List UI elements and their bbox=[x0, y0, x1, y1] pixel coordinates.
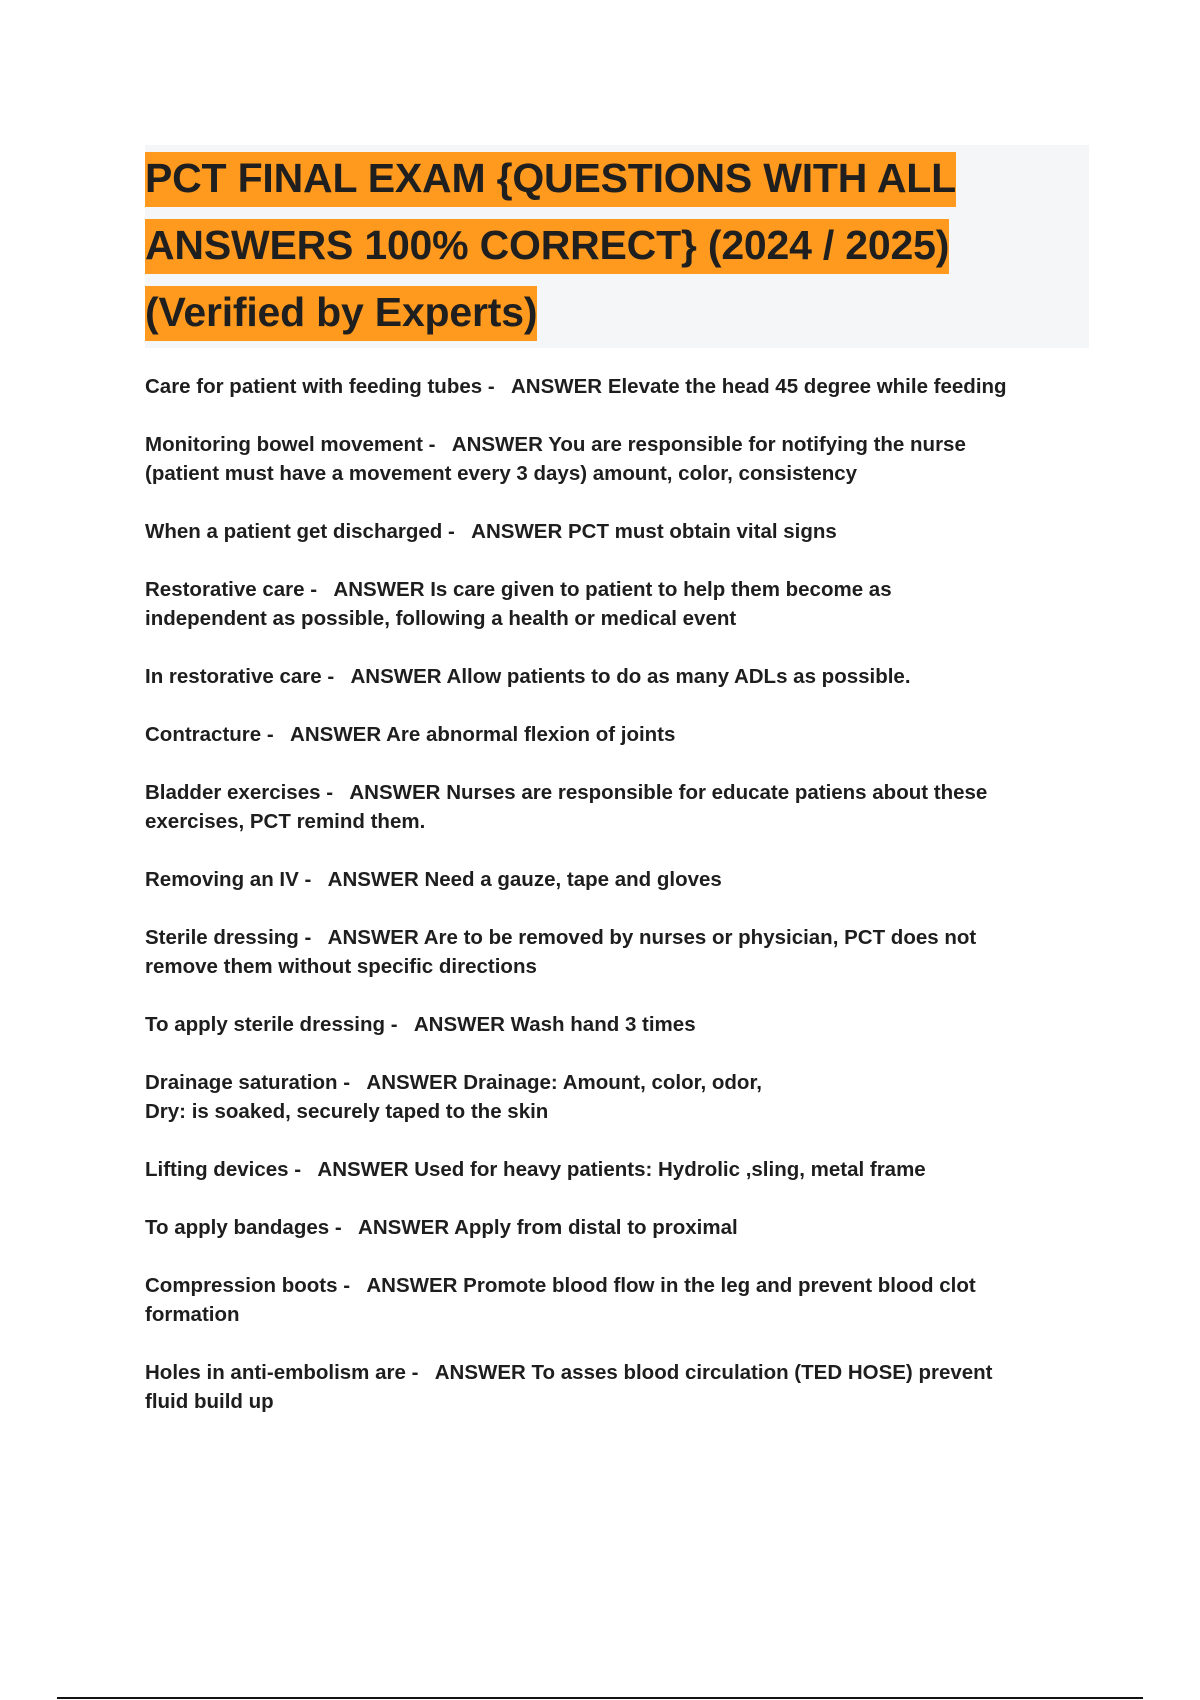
answer-label: ANSWER bbox=[327, 868, 419, 891]
qa-item bbox=[145, 662, 1095, 691]
question-text: Drainage saturation bbox=[145, 1071, 338, 1094]
question-text: Care for patient with feeding tubes bbox=[145, 375, 483, 398]
separator: - bbox=[321, 665, 351, 688]
answer-label: ANSWER bbox=[317, 1158, 409, 1181]
answer-text: To asses blood circulation (TED HOSE) prevent fluid build up bbox=[145, 1361, 993, 1413]
qa-item bbox=[145, 430, 1095, 488]
answer-label: ANSWER bbox=[327, 926, 419, 949]
answer-label: ANSWER bbox=[350, 665, 442, 688]
answer-label: ANSWER bbox=[451, 433, 543, 456]
answer-label: ANSWER bbox=[471, 520, 563, 543]
answer-text: Are abnormal flexion of joints bbox=[386, 723, 676, 746]
answer-text: Is care given to patient to help them become as independent as possible, following a health or medical event bbox=[145, 578, 892, 630]
separator: - bbox=[337, 1274, 367, 1297]
qa-item bbox=[145, 720, 1095, 749]
answer-text: Promote blood flow in the leg and prevent blood clot formation bbox=[145, 1274, 976, 1326]
answer-text: Apply from distal to proximal bbox=[454, 1216, 738, 1239]
answer-text: Are to be removed by nurses or physician, PCT does not remove them without specific directions bbox=[145, 926, 977, 978]
bottom-divider bbox=[57, 1697, 1143, 1699]
separator: - bbox=[337, 1071, 367, 1094]
question-text: Sterile dressing bbox=[145, 926, 299, 949]
answer-label: ANSWER bbox=[366, 1274, 458, 1297]
answer-text: You are responsible for notifying the nurse (patient must have a movement every 3 days) amount, color, consistency bbox=[145, 433, 966, 485]
separator: - bbox=[298, 926, 328, 949]
question-text: When a patient get discharged bbox=[145, 520, 443, 543]
answer-label: ANSWER bbox=[358, 1216, 450, 1239]
title-highlight: PCT FINAL EXAM {QUESTIONS WITH ALL ANSWERS 100% CORRECT} (2024 / 2025) (Verified by Experts) bbox=[145, 152, 956, 341]
answer-text: Used for heavy patients: Hydrolic ,sling, metal frame bbox=[414, 1158, 926, 1181]
qa-item bbox=[145, 1155, 1095, 1184]
separator: - bbox=[482, 375, 511, 398]
separator: - bbox=[288, 1158, 318, 1181]
question-text: Removing an IV bbox=[145, 868, 299, 891]
separator: - bbox=[261, 723, 291, 746]
answer-text: Allow patients to do as many ADLs as possible. bbox=[446, 665, 911, 688]
separator: - bbox=[442, 520, 472, 543]
question-text: Holes in anti-embolism are bbox=[145, 1361, 406, 1384]
separator: - bbox=[320, 781, 350, 804]
answer-label: ANSWER bbox=[290, 723, 382, 746]
qa-item bbox=[145, 1213, 1095, 1242]
question-text: In restorative care bbox=[145, 665, 322, 688]
answer-text: PCT must obtain vital signs bbox=[567, 520, 837, 543]
separator: - bbox=[405, 1361, 435, 1384]
title-block bbox=[145, 145, 1089, 348]
answer-text: Nurses are responsible for educate patiens about these exercises, PCT remind them. bbox=[145, 781, 988, 833]
answer-label: ANSWER bbox=[366, 1071, 458, 1094]
answer-label: ANSWER bbox=[413, 1013, 505, 1036]
question-text: Contracture bbox=[145, 723, 262, 746]
question-text: Lifting devices bbox=[145, 1158, 289, 1181]
question-text: To apply bandages bbox=[145, 1216, 330, 1239]
question-text: Restorative care bbox=[145, 578, 305, 601]
qa-item bbox=[145, 1010, 1095, 1039]
qa-item bbox=[145, 865, 1095, 894]
answer-label: ANSWER bbox=[349, 781, 441, 804]
answer-text: Elevate the head 45 degree while feeding bbox=[607, 375, 1007, 398]
qa-item bbox=[145, 1358, 1095, 1416]
answer-text: Wash hand 3 times bbox=[510, 1013, 696, 1036]
qa-item bbox=[145, 1068, 1095, 1126]
qa-item bbox=[145, 372, 1095, 401]
qa-item bbox=[145, 575, 1095, 633]
question-text: Compression boots bbox=[145, 1274, 338, 1297]
page-title bbox=[145, 145, 1089, 346]
qa-list bbox=[145, 372, 1095, 1445]
answer-text: Drainage: Amount, color, odor, Dry: is soaked, securely taped to the skin bbox=[145, 1071, 762, 1123]
answer-label: ANSWER bbox=[434, 1361, 526, 1384]
question-text: Bladder exercises bbox=[145, 781, 321, 804]
separator: - bbox=[298, 868, 328, 891]
qa-item bbox=[145, 778, 1095, 836]
qa-item bbox=[145, 1271, 1095, 1329]
qa-item bbox=[145, 517, 1095, 546]
separator: - bbox=[329, 1216, 359, 1239]
question-text: To apply sterile dressing bbox=[145, 1013, 385, 1036]
answer-label: ANSWER bbox=[333, 578, 425, 601]
answer-text: Need a gauze, tape and gloves bbox=[424, 868, 722, 891]
separator: - bbox=[422, 433, 452, 456]
qa-item bbox=[145, 923, 1095, 981]
question-text: Monitoring bowel movement bbox=[145, 433, 423, 456]
separator: - bbox=[304, 578, 334, 601]
separator: - bbox=[385, 1013, 414, 1036]
answer-label: ANSWER bbox=[511, 375, 603, 398]
